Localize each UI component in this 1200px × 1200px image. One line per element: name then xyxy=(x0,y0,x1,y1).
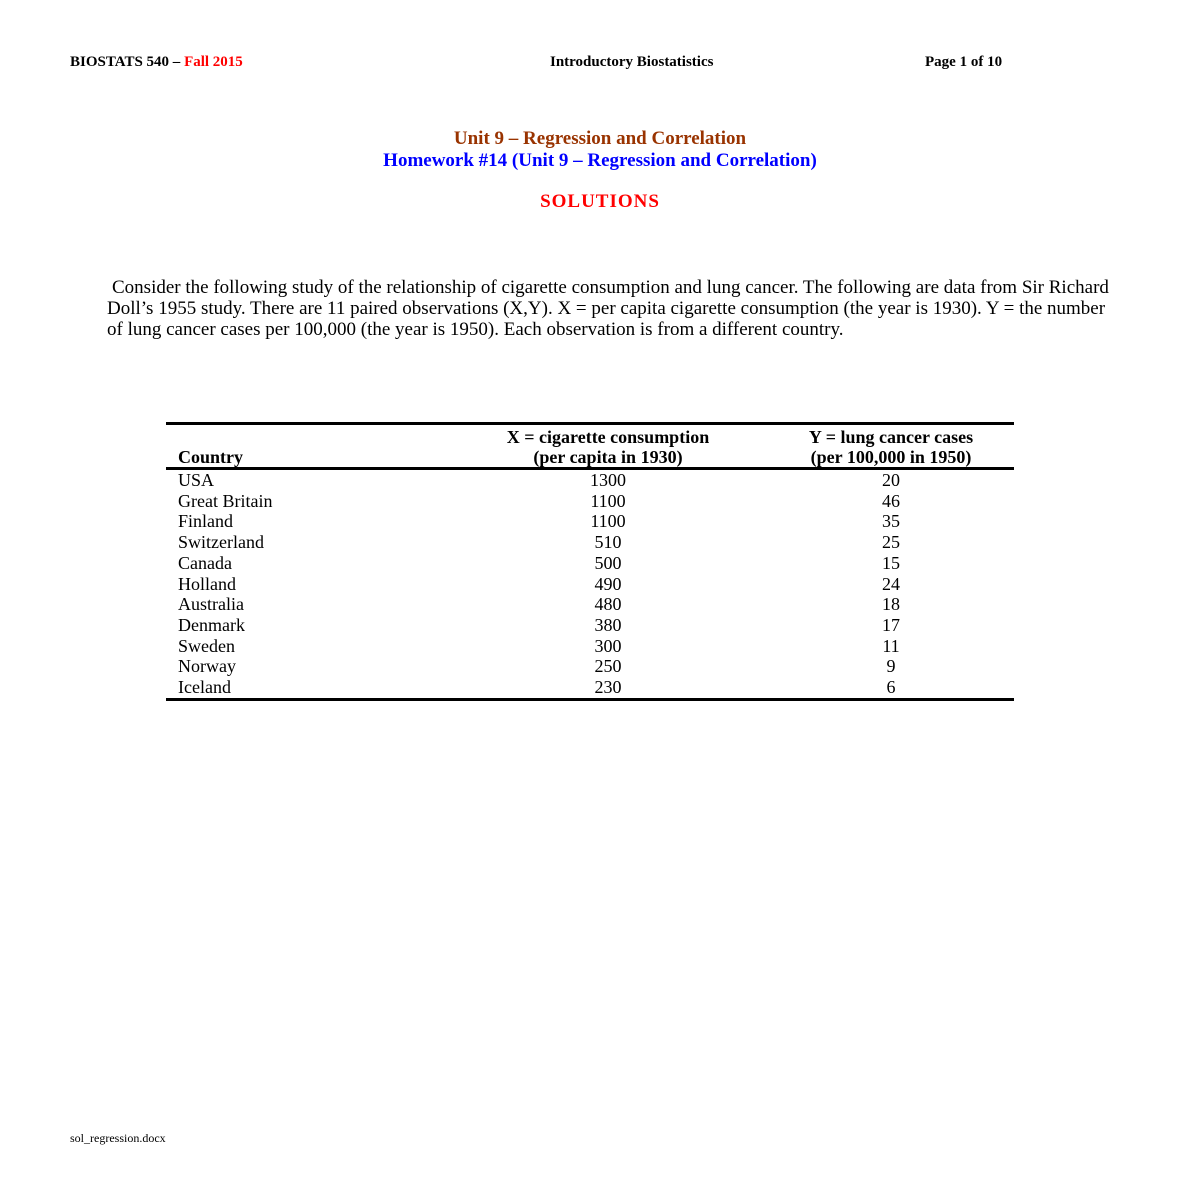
cell-country: Finland xyxy=(178,511,234,532)
cell-country: USA xyxy=(178,470,215,490)
title-block xyxy=(0,128,1200,213)
table-row xyxy=(166,553,1014,574)
cell-y: 25 xyxy=(882,532,900,553)
page-number: Page 1 of 10 xyxy=(925,54,1003,70)
table-row xyxy=(166,469,1014,491)
cell-y: 6 xyxy=(886,677,896,698)
homework-title: Homework #14 (Unit 9 – Regression and Correlation) xyxy=(383,150,817,171)
cell-y: 20 xyxy=(882,470,900,490)
table-row xyxy=(166,615,1014,636)
header-y-line2: (per 100,000 in 1950) xyxy=(810,447,972,467)
cell-x: 500 xyxy=(594,552,622,573)
cell-x: 480 xyxy=(594,594,622,615)
table-row xyxy=(166,511,1014,532)
table-body xyxy=(166,469,1014,700)
cell-x: 1300 xyxy=(590,470,626,490)
footer-filename: sol_regression.docx xyxy=(70,1131,166,1145)
cell-y: 46 xyxy=(882,490,900,511)
cell-y: 35 xyxy=(882,511,900,532)
cell-country: Australia xyxy=(178,594,244,615)
data-table xyxy=(166,422,1014,701)
cell-x: 1100 xyxy=(590,490,626,511)
cell-x: 380 xyxy=(594,614,622,635)
table-row xyxy=(166,491,1014,512)
cell-country: Denmark xyxy=(178,614,245,635)
table-row xyxy=(166,656,1014,677)
page-header xyxy=(70,54,1025,74)
cell-country: Iceland xyxy=(178,677,231,698)
term-label: Fall 2015 xyxy=(184,54,243,70)
cell-x: 1100 xyxy=(590,511,626,532)
course-name: BIOSTATS 540 – xyxy=(70,54,181,70)
intro-text: Consider the following study of the relationship of cigarette consumption and lung cancer. The following are data from Sir Richard Doll’s 1955 study. There are 11 paired observations (X,Y). X = per capita cigarette consumption (the year is 1930). Y = the number of lung cancer cases per 100,000 (the year is 1950). Each observation is from a different country. xyxy=(107,277,1109,340)
cell-x: 230 xyxy=(594,677,622,698)
cell-x: 250 xyxy=(594,656,622,677)
unit-title: Unit 9 – Regression and Correlation xyxy=(453,128,747,149)
header-y xyxy=(768,424,1014,469)
cell-y: 11 xyxy=(882,635,900,656)
solutions-heading: SOLUTIONS xyxy=(540,191,660,212)
cell-country: Canada xyxy=(178,552,232,573)
table-row xyxy=(166,532,1014,553)
header-country: Country xyxy=(178,447,244,467)
course-label xyxy=(70,54,243,71)
cell-x: 510 xyxy=(594,532,622,553)
cell-country: Holland xyxy=(178,573,236,594)
cell-country: Switzerland xyxy=(178,532,264,553)
subject-label: Introductory Biostatistics xyxy=(550,54,714,70)
cell-y: 18 xyxy=(882,594,900,615)
cell-x: 300 xyxy=(594,635,622,656)
table-header-row xyxy=(166,424,1014,469)
cell-y: 24 xyxy=(882,573,900,594)
header-y-line1: Y = lung cancer cases xyxy=(808,427,974,447)
cell-country: Great Britain xyxy=(178,490,273,511)
cell-country: Sweden xyxy=(178,635,235,656)
table-row xyxy=(166,677,1014,699)
header-x-line2: (per capita in 1930) xyxy=(533,447,683,467)
cell-y: 17 xyxy=(882,614,900,635)
table-row xyxy=(166,574,1014,595)
intro-paragraph xyxy=(107,277,1122,340)
cell-y: 15 xyxy=(882,552,900,573)
header-x xyxy=(448,424,768,469)
cell-y: 9 xyxy=(886,656,896,677)
cell-x: 490 xyxy=(594,573,622,594)
table-row xyxy=(166,636,1014,657)
cell-country: Norway xyxy=(178,656,236,677)
header-x-line1: X = cigarette consumption xyxy=(506,427,710,447)
table-row xyxy=(166,594,1014,615)
